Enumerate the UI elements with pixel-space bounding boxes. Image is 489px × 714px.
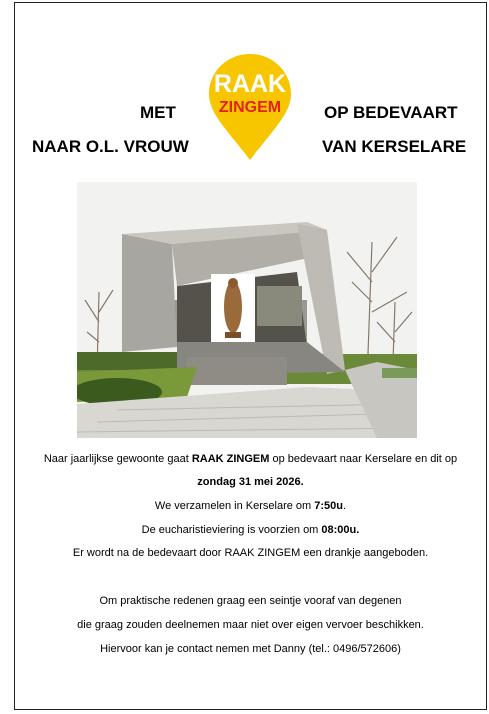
- notice-line-1: Om praktische redenen graag een seintje vooraf van degenen: [99, 595, 402, 607]
- invitation-line-1: Naar jaarlijkse gewoonte gaat RAAK ZINGEM op bedevaart naar Kerselare en dit op: [43, 453, 458, 465]
- header-right-line1: OP BEDEVAART: [324, 103, 458, 122]
- logo-word-raak: RAAK: [213, 70, 287, 98]
- notice-line-2: die graag zouden deelnemen maar niet over eigen vervoer beschikken.: [77, 619, 424, 631]
- invitation-date: zondag 31 mei 2026.: [197, 476, 304, 488]
- drink-offer-line: Er wordt na de bedevaart door RAAK ZINGEM een drankje aangeboden.: [72, 547, 429, 559]
- header-right-line2: VAN KERSELARE: [322, 137, 467, 156]
- header-left-line1: MET: [140, 103, 176, 122]
- chapel-photo: [77, 182, 417, 438]
- logo-word-zingem: ZINGEM: [218, 99, 282, 116]
- header-left-line2: NAAR O.L. VROUW: [32, 137, 189, 156]
- mass-time-line: De eucharistieviering is voorzien om 08:00u.: [141, 524, 360, 536]
- contact-line: Hiervoor kan je contact nemen met Danny (tel.: 0496/572606): [100, 643, 401, 655]
- gathering-time-line: We verzamelen in Kerselare om 7:50u.: [154, 500, 347, 512]
- raak-zingem-logo: [207, 52, 293, 162]
